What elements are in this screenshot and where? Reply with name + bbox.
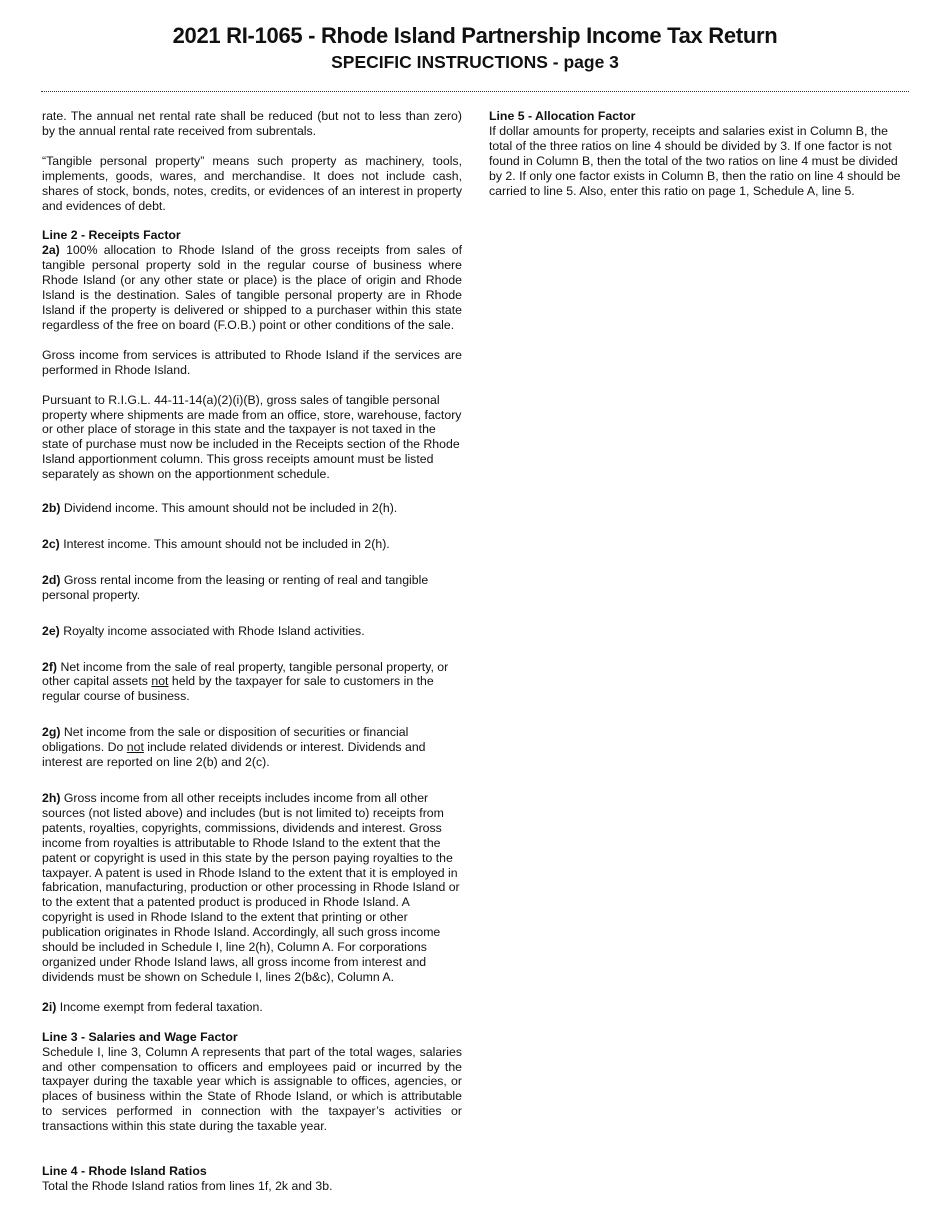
item-2f-underline: not <box>151 674 169 689</box>
item-2g-text-b: include related dividends or interest. Dividends and interest are reported on line 2(b) and 2(c). <box>42 740 426 770</box>
paragraph-rental-rate: rate. The annual net rental rate shall be reduced (but not to less than zero) by the annual rental rate received from subrentals. <box>42 109 462 138</box>
item-2h-label: 2h) <box>42 791 61 805</box>
item-2i-label: 2i) <box>42 999 57 1014</box>
paragraph-tangible-property: “Tangible personal property” means such property as machinery, tools, implements, goods, wares, and merchandise. It does not include cash, shares of stock, bonds, notes, credits, or evidences of an interest in property and evidences of debt. <box>42 153 462 213</box>
document-title: 2021 RI-1065 - Rhode Island Partnership Income Tax Return <box>172 23 778 48</box>
item-2a-text: 100% allocation to Rhode Island of the gross receipts from sales of tangible personal property sold in the regular course of business where Rhode Island (or any other state or place) is the place of origin and Rhode Island is the destination. Sales of tangible personal property are in Rhode Island if the property is delivered or shipped to a purchaser within this state regardless of the free on board (F.O.B.) point or other conditions of the sale. <box>42 243 462 332</box>
paragraph-services: Gross income from services is attributed to Rhode Island if the services are performed in Rhode Island. <box>42 347 462 377</box>
item-2d <box>42 573 462 603</box>
page-header <box>0 20 950 74</box>
item-2g-text-a: Net income from the sale or disposition of securities or financial obligations. Do <box>42 725 409 755</box>
heading-line-3: Line 3 - Salaries and Wage Factor <box>42 1029 238 1044</box>
item-2a <box>42 243 462 332</box>
item-2b-text: Dividend income. This amount should not be included in 2(h). <box>60 501 398 516</box>
heading-line-5: Line 5 - Allocation Factor <box>489 109 636 123</box>
item-2f-text-a: Net income from the sale of real property, tangible personal property, or other capital assets <box>42 659 449 689</box>
item-2h <box>42 791 462 985</box>
item-2e-text: Royalty income associated with Rhode Island activities. <box>59 623 365 638</box>
item-2b <box>42 501 462 516</box>
item-2i-text: Income exempt from federal taxation. <box>56 999 263 1014</box>
item-2f-text-b: held by the taxpayer for sale to customers in the regular course of business. <box>42 674 434 704</box>
item-2a-label: 2a) <box>42 243 60 258</box>
item-2f-label: 2f) <box>42 659 58 674</box>
paragraph-line-5: If dollar amounts for property, receipts and salaries exist in Column B, the total of the three ratios on line 4 should be divided by 3. If one factor is not found in Column B, then the total of the two ratios on line 4 must be divided by 2. If only one factor exists in Column B, then the ratio on line 4 should be carried to line 5. Also, enter this ratio on page 1, Schedule A, line 5. <box>489 123 901 198</box>
paragraph-line-4: Total the Rhode Island ratios from lines 1f, 2k and 3b. <box>42 1178 333 1193</box>
dotted-divider <box>41 91 909 92</box>
item-2g-underline: not <box>126 740 144 755</box>
paragraph-line-3: Schedule I, line 3, Column A represents that part of the total wages, salaries and other compensation to officers and employees paid or incurred by the taxpayer during the taxable year which is assignable to offices, agencies, or places of business within the State of Rhode Island, or which is attributable to services performed in connection with the taxpayer’s activities or transactions within this state during the taxable year. <box>42 1044 462 1134</box>
item-2c <box>42 537 462 552</box>
heading-line-4: Line 4 - Rhode Island Ratios <box>42 1164 207 1179</box>
document-subtitle: SPECIFIC INSTRUCTIONS - page 3 <box>331 52 619 72</box>
item-2f <box>42 660 462 705</box>
item-2c-label: 2c) <box>42 536 60 551</box>
item-2g-label: 2g) <box>42 725 61 740</box>
right-column <box>489 109 909 198</box>
item-2b-label: 2b) <box>42 501 61 516</box>
paragraph-pursuant: Pursuant to R.I.G.L. 44-11-14(a)(2)(i)(B), gross sales of tangible personal property where shipments are made from an office, store, warehouse, factory or other place of storage in this state and the taxpayer is not taxed in the state of purchase must now be included in the Receipts section of the Rhode Island apportionment column. This gross receipts amount must be listed separately as shown on the apportionment schedule. <box>42 392 462 482</box>
item-2e <box>42 624 462 639</box>
item-2c-text: Interest income. This amount should not be included in 2(h). <box>59 536 390 551</box>
item-2d-label: 2d) <box>42 572 61 587</box>
left-column <box>42 109 462 1194</box>
item-2d-text: Gross rental income from the leasing or renting of real and tangible personal property. <box>42 572 429 602</box>
heading-line-2: Line 2 - Receipts Factor <box>42 228 181 243</box>
item-2i <box>42 1000 462 1015</box>
item-2h-text: Gross income from all other receipts includes income from all other sources (not listed above) and includes (but is not limited to) receipts from patents, royalties, copyrights, commissions, dividends and interest. Gross income from royalties is attributable to Rhode Island to the extent that the patent or copyright is used in this state by the person paying royalties to the taxpayer. A patent is used in Rhode Island to the extent that it is employed in fabrication, manufacturing, production or other processing in Rhode Island or to the extent that a patented product is produced in Rhode Island. A copyright is used in Rhode Island to the extent that printing or other publication originates in Rhode Island. Accordingly, all such gross income should be included in Schedule I, line 2(h), Column A. For corporations organized under Rhode Island laws, all gross income from interest and dividends must be shown on Schedule I, lines 2(b&c), Column A. <box>42 791 460 984</box>
item-2g <box>42 725 462 770</box>
item-2e-label: 2e) <box>42 623 60 638</box>
